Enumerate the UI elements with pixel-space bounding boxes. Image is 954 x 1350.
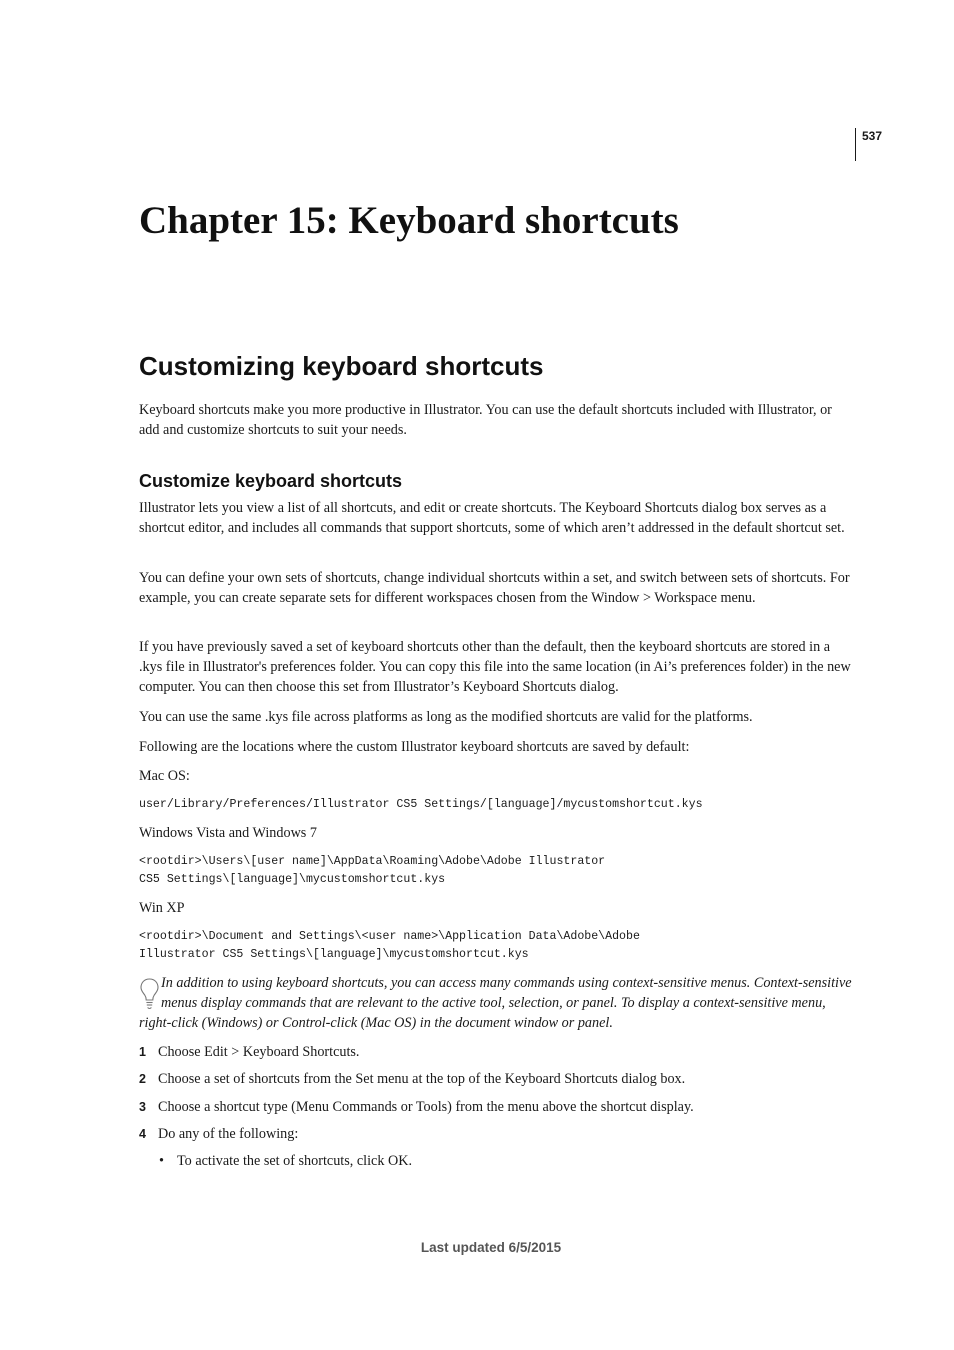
step-number: 2	[139, 1072, 146, 1086]
section-title: Customizing keyboard shortcuts	[139, 351, 544, 381]
step-number: 1	[139, 1045, 146, 1059]
windows-7-path: <rootdir>\Users\[user name]\AppData\Roaming\Adobe\Adobe Illustrator CS5 Settings\[language]\mycustomshortcut.kys	[139, 855, 606, 886]
body-paragraph-5: Following are the locations where the custom Illustrator keyboard shortcuts are saved by default:	[139, 739, 690, 755]
bullet-mark: •	[159, 1153, 164, 1169]
step-text: Do any of the following:	[158, 1126, 299, 1142]
step-text: Choose a set of shortcuts from the Set menu at the top of the Keyboard Shortcuts dialog box.	[158, 1071, 686, 1087]
page-number-rule	[855, 128, 883, 161]
subsection-title: Customize keyboard shortcuts	[139, 471, 403, 491]
bullet-text: To activate the set of shortcuts, click OK.	[177, 1153, 413, 1169]
step-text: Choose a shortcut type (Menu Commands or Tools) from the menu above the shortcut display.	[158, 1099, 694, 1115]
chapter-title: Chapter 15: Keyboard shortcuts	[139, 199, 679, 242]
body-paragraph-3: If you have previously saved a set of keyboard shortcuts other than the default, then the keyboard shortcuts are stored in a .kys file in Illustrator's preferences folder. You can copy this file into the same location (in Ai’s preferences folder) in the new computer. You can then choose this set from Illustrator’s Keyboard Shortcuts dialog.	[139, 639, 851, 695]
win-xp-label: Win XP	[139, 900, 185, 916]
body-paragraph-4: You can use the same .kys file across platforms as long as the modified shortcuts are valid for the platforms.	[139, 709, 753, 725]
windows-7-label: Windows Vista and Windows 7	[139, 825, 317, 841]
body-paragraph-2: You can define your own sets of shortcuts, change individual shortcuts within a set, and switch between sets of shortcuts. For example, you can create separate sets for different workspaces chosen from the Window > Workspace menu.	[139, 570, 850, 606]
tip-text: In addition to using keyboard shortcuts, you can access many commands using context-sensitive menus. Context-sensitive menus display commands that are relevant to the active tool, selection, or panel. To display a context-sensitive menu, right-click (Windows) or Control-click (Mac OS) in the document window or panel.	[139, 975, 852, 1031]
step-number: 3	[139, 1100, 146, 1114]
step-number: 4	[139, 1127, 146, 1141]
mac-os-label: Mac OS:	[139, 768, 190, 784]
tip-note	[139, 973, 855, 1033]
step-text: Choose Edit > Keyboard Shortcuts.	[158, 1044, 360, 1060]
intro-paragraph: Keyboard shortcuts make you more productive in Illustrator. You can use the default shortcuts included with Illustrator, or add and customize shortcuts to suit your needs.	[139, 402, 832, 438]
lightbulb-icon	[139, 977, 160, 1011]
win-xp-path: <rootdir>\Document and Settings\<user name>\Application Data\Adobe\Adobe Illustrator CS5 Settings\[language]\mycustomshortcut.kys	[139, 930, 640, 961]
page-number: 537	[862, 129, 883, 143]
body-paragraph-1: Illustrator lets you view a list of all shortcuts, and edit or create shortcuts. The Keyboard Shortcuts dialog box serves as a shortcut editor, and includes all commands that support shortcuts, some of which aren’t addressed in the default shortcut set.	[139, 500, 845, 536]
footer-last-updated: Last updated 6/5/2015	[420, 1240, 562, 1255]
mac-os-path: user/Library/Preferences/Illustrator CS5 Settings/[language]/mycustomshortcut.kys	[139, 798, 703, 811]
